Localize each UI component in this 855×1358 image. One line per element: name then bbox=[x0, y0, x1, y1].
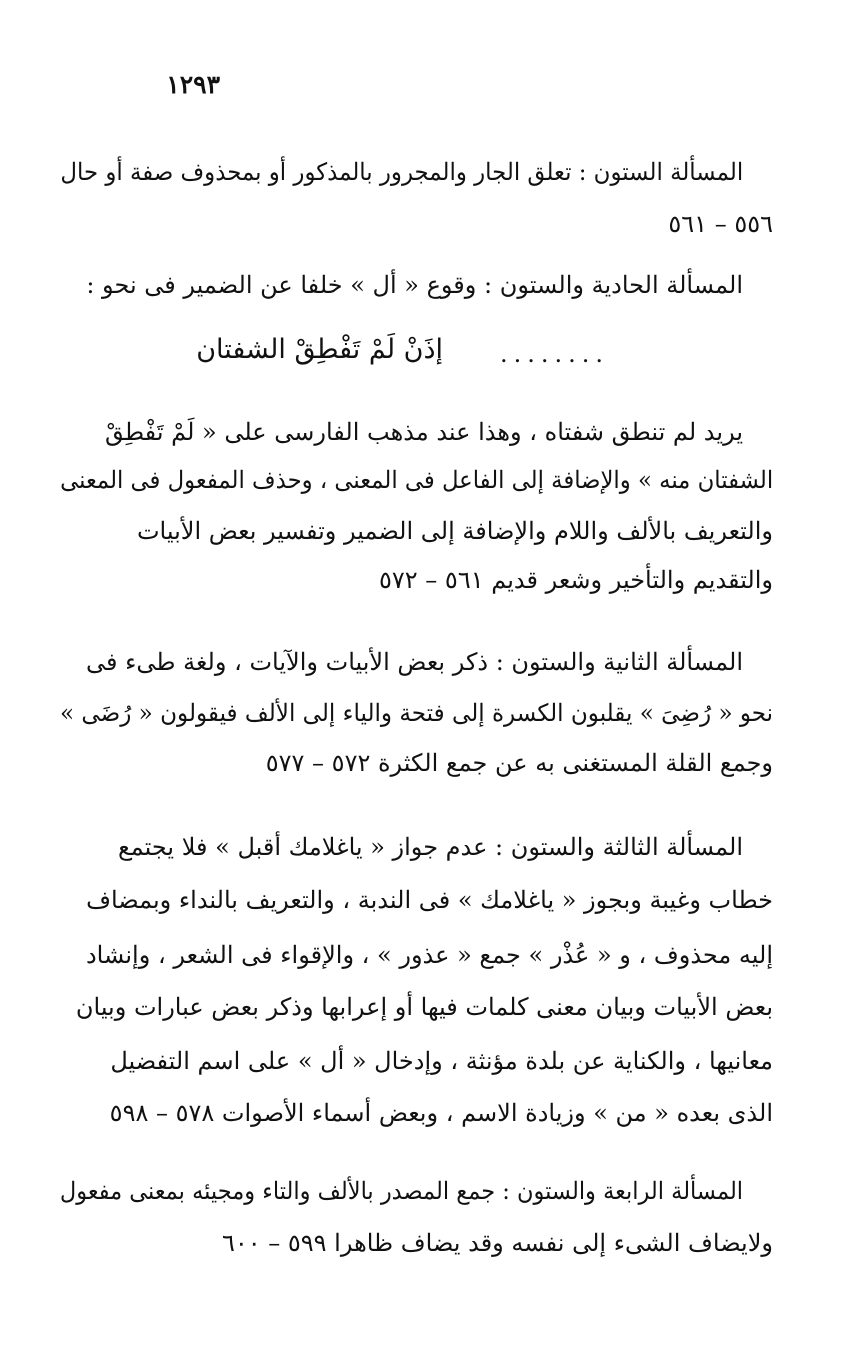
section-63-line-6: الذى بعده « من » وزيادة الاسم ، وبعض أسماء الأصوات ٥٧٨ – ٥٩٨ bbox=[109, 1099, 773, 1127]
section-62-line-1: المسألة الثانية والستون : ذكر بعض الأبيات والآيات ، ولغة طىء فى bbox=[85, 648, 743, 676]
section-64-line-1: المسألة الرابعة والستون : جمع المصدر بالألف والتاء ومجيئه بمعنى مفعول bbox=[59, 1177, 743, 1205]
section-62-line-3: وجمع القلة المستغنى به عن جمع الكثرة ٥٧٢ – ٥٧٧ bbox=[265, 749, 773, 777]
verse-ellipsis: ........ bbox=[500, 340, 610, 368]
verse-line: إذَنْ لَمْ تَفْطِقْ الشفتان bbox=[196, 334, 443, 365]
section-61-line-5: والتقديم والتأخير وشعر قديم ٥٦١ – ٥٧٢ bbox=[378, 566, 773, 594]
section-60-pages: ٥٥٦ – ٥٦١ bbox=[668, 210, 773, 238]
section-61-line-4: والتعريف بالألف واللام والإضافة إلى الضمير وتفسير بعض الأبيات bbox=[136, 517, 773, 545]
section-63-line-4: بعض الأبيات وبيان معنى كلمات فيها أو إعرابها وذكر بعض عبارات وبيان bbox=[75, 993, 773, 1021]
section-61-line-1: المسألة الحادية والستون : وقوع « أل » خلفا عن الضمير فى نحو : bbox=[86, 271, 743, 299]
section-60-line-1: المسألة الستون : تعلق الجار والمجرور بالمذكور أو بمحذوف صفة أو حال bbox=[60, 158, 743, 186]
page-number: ١٢٩٣ bbox=[166, 70, 220, 99]
section-61-line-3: الشفتان منه » والإضافة إلى الفاعل فى المعنى ، وحذف المفعول فى المعنى bbox=[59, 466, 773, 494]
section-63-line-2: خطاب وغيبة وبجوز « ياغلامك » فى الندبة ، والتعريف بالنداء وبمضاف bbox=[86, 886, 773, 914]
section-62-line-2: نحو « رُضِىَ » يقلبون الكسرة إلى فتحة والياء إلى الألف فيقولون « رُضَى » bbox=[59, 699, 773, 727]
section-63-line-5: معانيها ، والكناية عن بلدة مؤنثة ، وإدخال « أل » على اسم التفضيل bbox=[110, 1047, 773, 1075]
section-63-line-1: المسألة الثالثة والستون : عدم جواز « ياغلامك أقبل » فلا يجتمع bbox=[118, 833, 743, 861]
section-64-line-2: ولايضاف الشىء إلى نفسه وقد يضاف ظاهرا ٥٩٩ – ٦٠٠ bbox=[221, 1229, 773, 1257]
section-61-line-2: يريد لم تنطق شفتاه ، وهذا عند مذهب الفارسى على « لَمْ تَفْطِقْ bbox=[104, 418, 743, 446]
section-63-line-3: إليه محذوف ، و « عُذْر » جمع « عذور » ، والإقواء فى الشعر ، وإنشاد bbox=[85, 941, 773, 969]
